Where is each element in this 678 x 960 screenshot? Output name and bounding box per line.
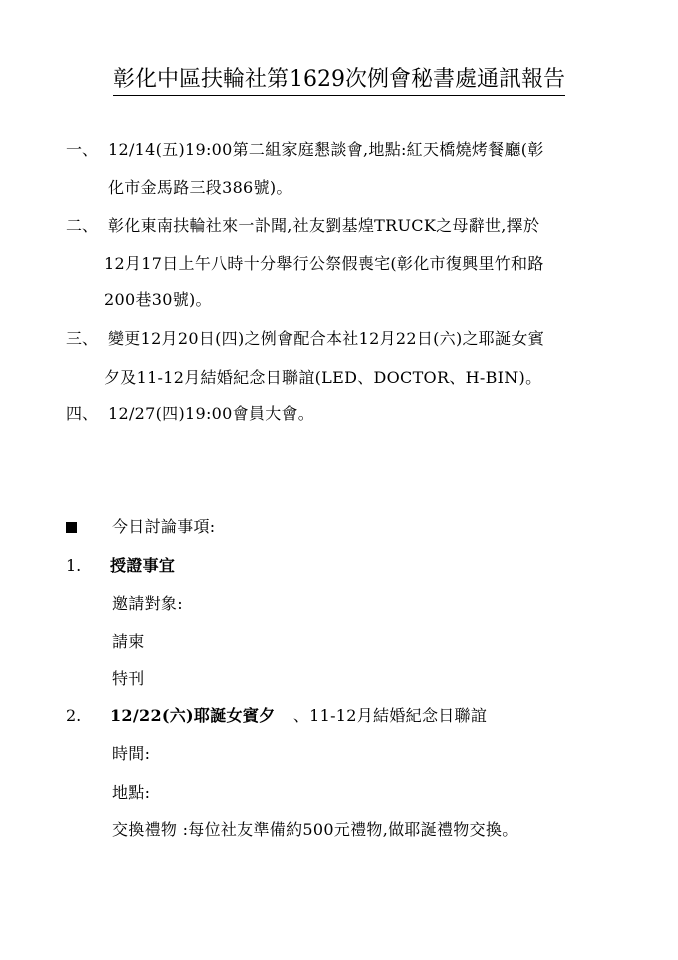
discussion-heading: 今日討論事項: [112,517,216,536]
discussion-item-2-title: 12/22(六)耶誕女賓夕 [110,706,276,725]
announcement-3-line-1: 變更12月20日(四)之例會配合本社12月22日(六)之耶誕女賓 [108,329,545,348]
title-text: 彰化中區扶輪社第1629次例會秘書處通訊報告 [113,66,565,96]
discussion-item-number-1: 1. [66,556,82,575]
discussion-item-1-subitem-2: 請柬 [112,632,145,651]
document-title [0,66,678,96]
announcement-number-2: 二、 [66,216,99,235]
discussion-item-2-subitem-3: 交換禮物 :每位社友準備約500元禮物,做耶誕禮物交換。 [112,820,519,839]
announcement-number-3: 三、 [66,329,99,348]
announcement-2-line-1: 彰化東南扶輪社來一訃聞,社友劉基煌TRUCK之母辭世,擇於 [108,216,540,235]
announcement-number-1: 一、 [66,140,99,159]
announcement-3-line-2: 夕及11-12月結婚紀念日聯誼(LED、DOCTOR、H-BIN)。 [104,368,542,387]
announcement-4-line-1: 12/27(四)19:00會員大會。 [108,404,315,423]
discussion-item-number-2: 2. [66,706,82,725]
announcement-2-line-2: 12月17日上午八時十分舉行公祭假喪宅(彰化市復興里竹和路 [104,254,544,273]
discussion-item-1-subitem-1: 邀請對象: [112,594,183,613]
discussion-item-2-subitem-2: 地點: [112,783,151,802]
announcement-1-line-1: 12/14(五)19:00第二組家庭懇談會,地點:紅天橋燒烤餐廳(彰 [108,140,544,159]
discussion-item-1-subitem-3: 特刊 [112,669,145,688]
bullet-square-icon [66,522,77,533]
discussion-item-2-title-suffix: 、11-12月結婚紀念日聯誼 [292,706,488,725]
discussion-item-2-subitem-1: 時間: [112,744,151,763]
announcement-2-line-3: 200巷30號)。 [104,290,212,309]
discussion-item-2-title-row [110,706,487,726]
announcement-number-4: 四、 [66,404,99,423]
announcement-1-line-2: 化市金馬路三段386號)。 [108,178,293,197]
discussion-item-1-title: 授證事宜 [110,556,176,575]
